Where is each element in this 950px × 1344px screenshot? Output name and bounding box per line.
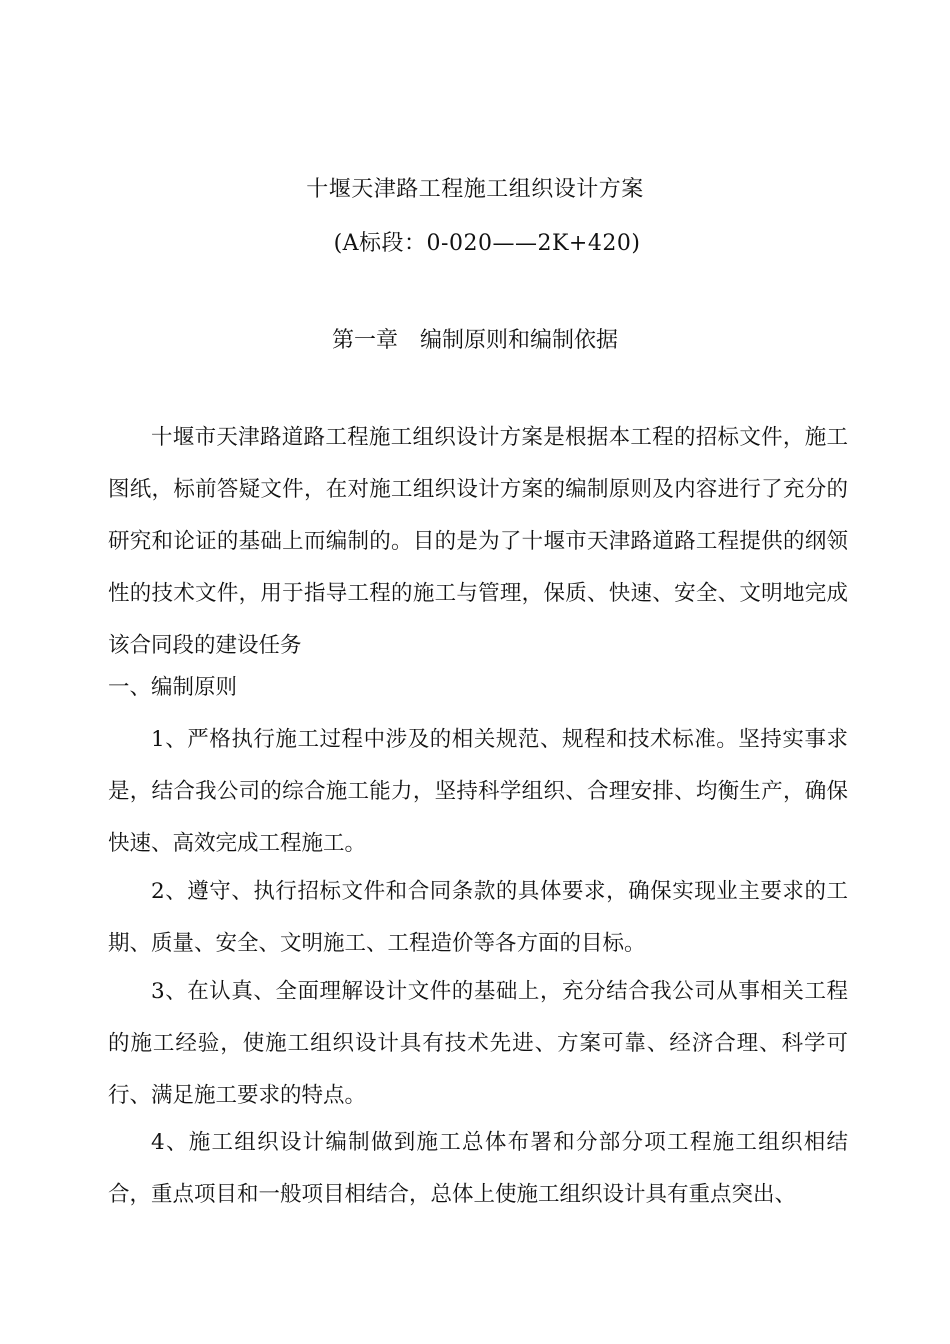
- document-subtitle: (A标段：0-020——2K+420): [333, 231, 641, 256]
- principle-paragraph: 3、在认真、全面理解设计文件的基础上，充分结合我公司从事相关工程的施工经验，使施工组织设计具有技术先进、方案可靠、经济合理、科学可行、满足施工要求的特点。: [108, 979, 848, 1108]
- chapter-heading: 第一章 编制原则和编制依据: [331, 328, 618, 353]
- document-title: 十堰天津路工程施工组织设计方案: [306, 177, 644, 202]
- intro-paragraph: 十堰市天津路道路工程施工组织设计方案是根据本工程的招标文件，施工图纸，标前答疑文件，在对施工组织设计方案的编制原则及内容进行了充分的研究和论证的基础上而编制的。目的是为了十堰市天津路道路工程提供的纲领性的技术文件，用于指导工程的施工与管理，保质、快速、安全、文明地完成该合同段的建设任务: [108, 425, 848, 658]
- section-heading: 一、编制原则: [108, 675, 238, 700]
- principle-paragraph: 1、严格执行施工过程中涉及的相关规范、规程和技术标准。坚持实事求是，结合我公司的综合施工能力，坚持科学组织、合理安排、均衡生产，确保快速、高效完成工程施工。: [108, 727, 848, 856]
- principle-paragraph: 4、施工组织设计编制做到施工总体布署和分部分项工程施工组织相结合，重点项目和一般项目相结合，总体上使施工组织设计具有重点突出、: [108, 1130, 848, 1207]
- principle-paragraph: 2、遵守、执行招标文件和合同条款的具体要求，确保实现业主要求的工期、质量、安全、文明施工、工程造价等各方面的目标。: [108, 879, 848, 956]
